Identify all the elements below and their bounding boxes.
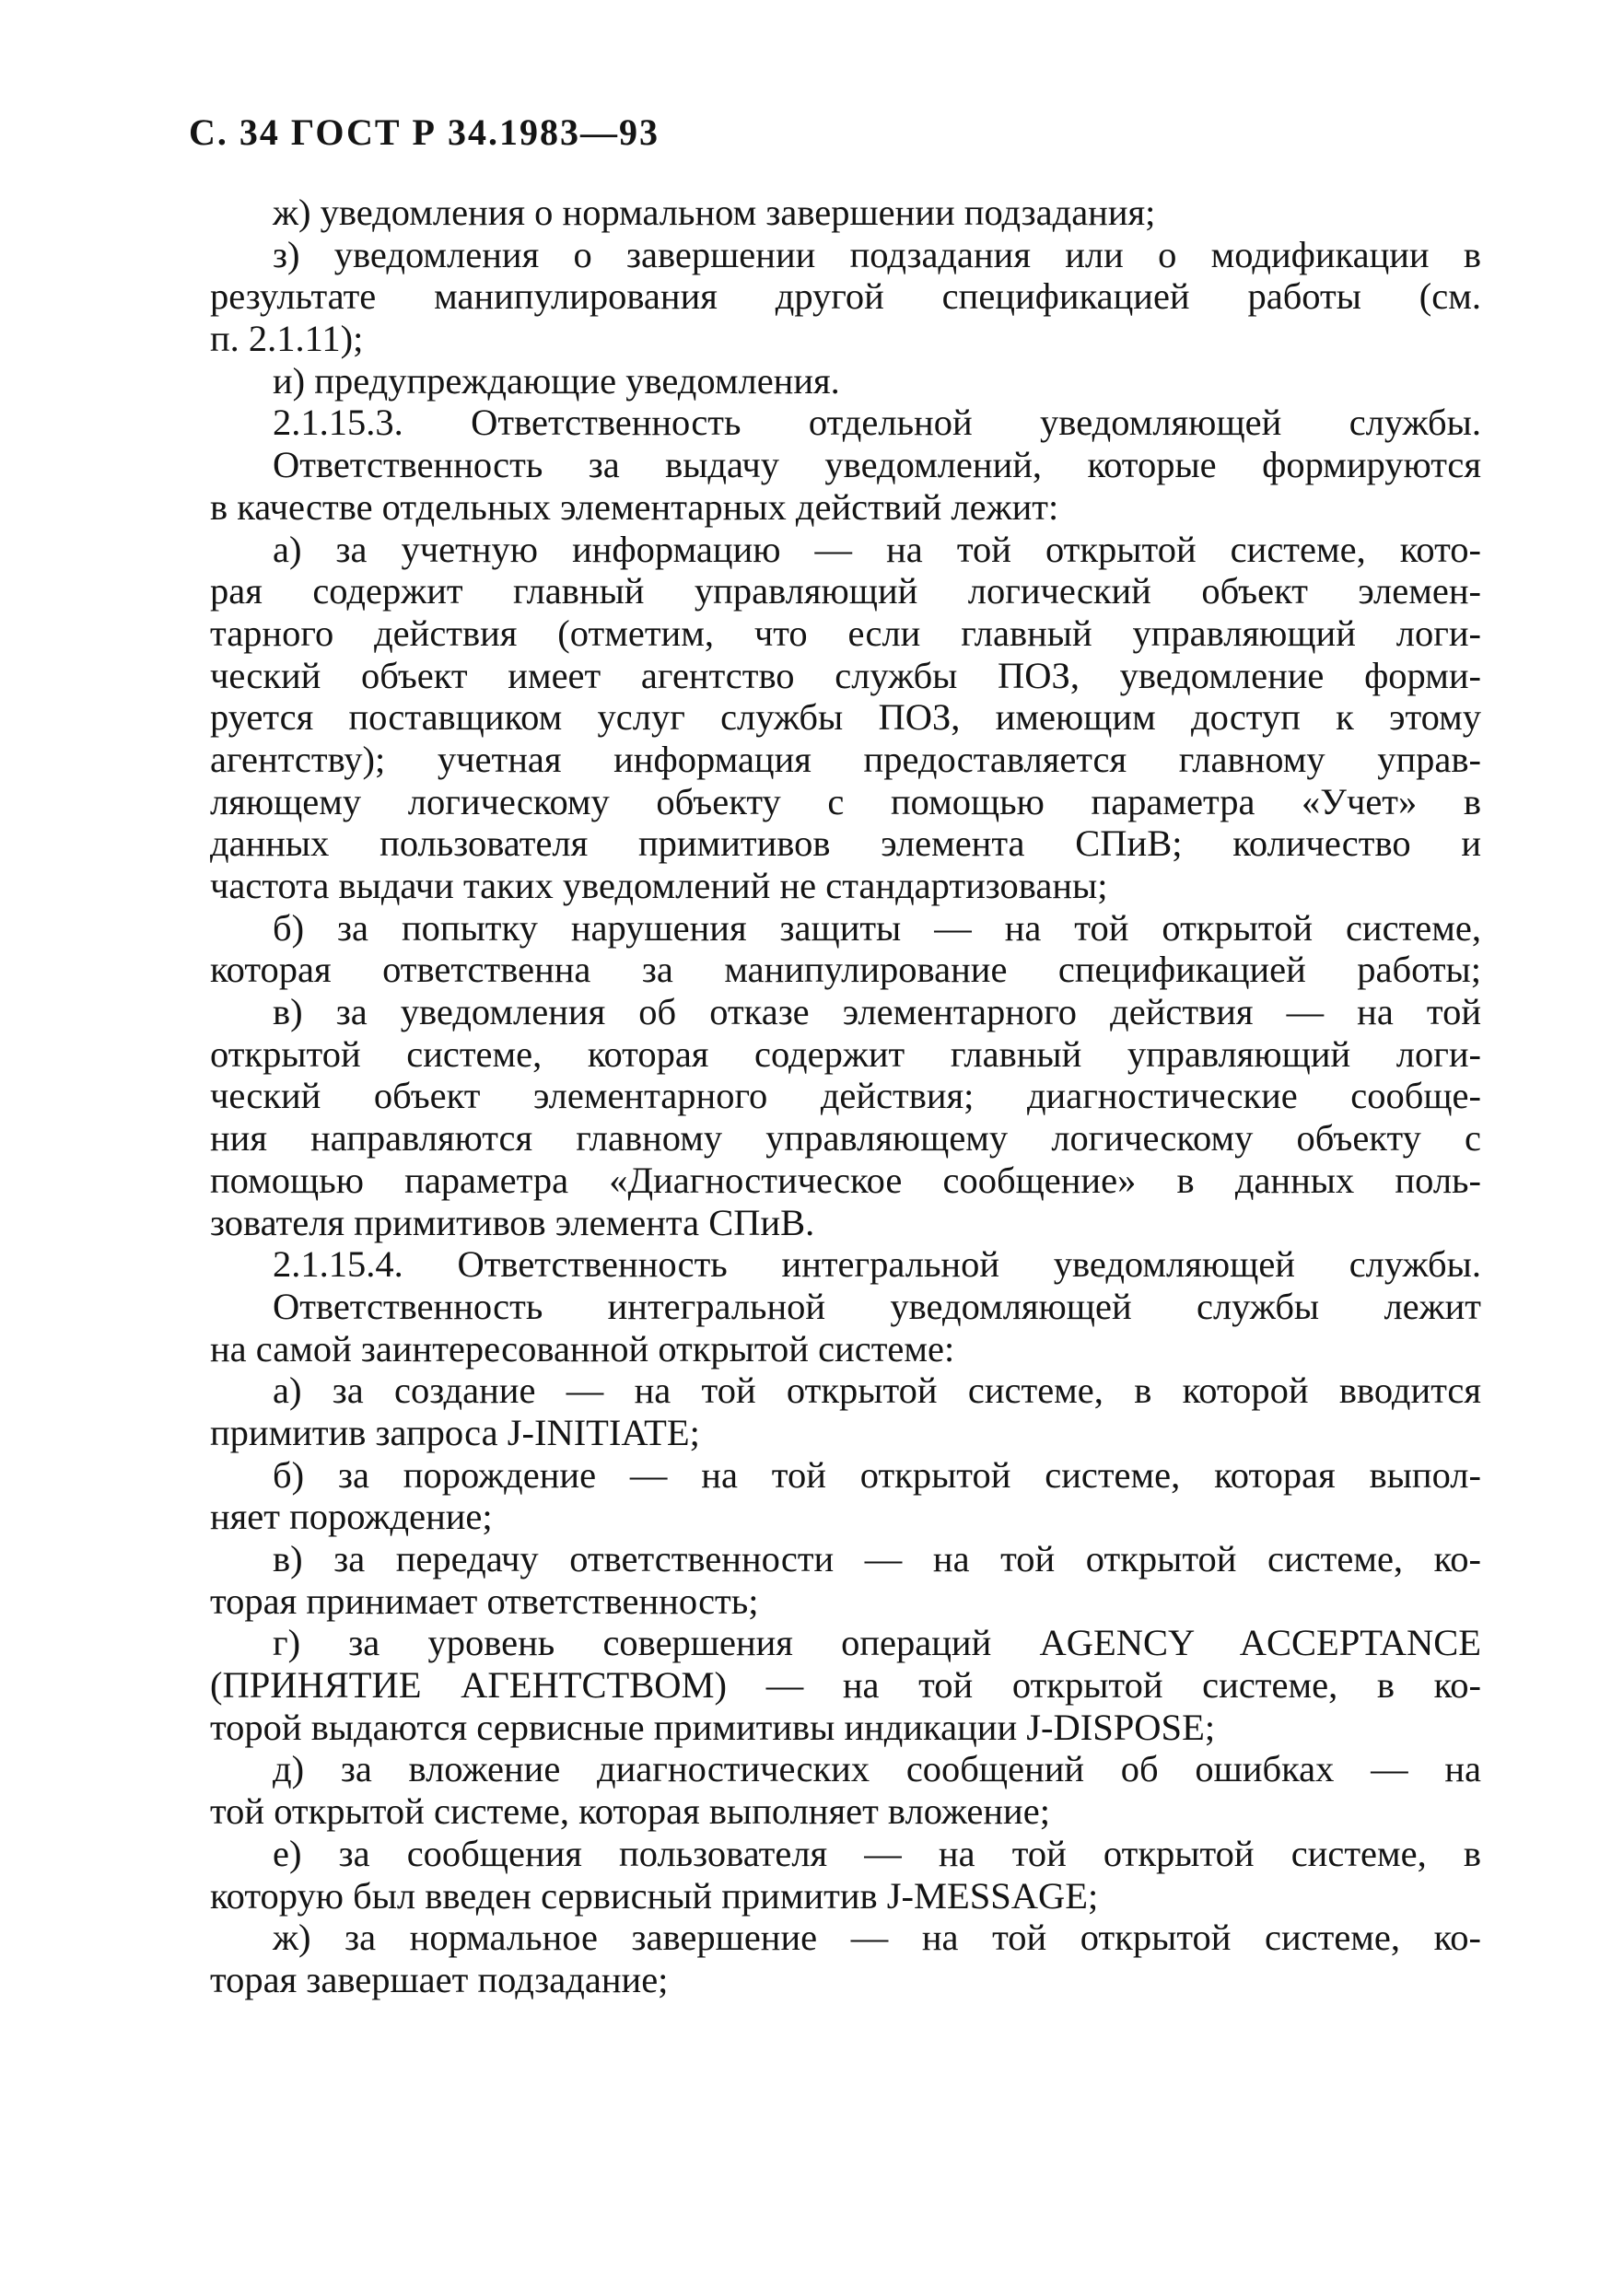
text-line: торая завершает подзадание;: [210, 1958, 669, 2000]
text-line: б) за попытку нарушения защиты — на той открытой системе,: [273, 906, 1481, 949]
text-line: а) за создание — на той открытой системе, в которой вводится: [273, 1369, 1481, 1412]
text-line: в) за уведомления об отказе элементарного действия — на той: [273, 991, 1481, 1033]
text-line: в качестве отдельных элементарных действий лежит:: [210, 485, 1059, 528]
text-line: з) уведомления о завершении подзадания или о модификации в: [273, 233, 1481, 275]
text-line: частота выдачи таких уведомлений не стандартизованы;: [210, 865, 1108, 906]
text-line: ж) за нормальное завершение — на той открытой системе, ко-: [273, 1917, 1481, 1959]
text-line: ния направляются главному управляющему логическому объекту с: [210, 1117, 1481, 1160]
text-line: е) за сообщения пользователя — на той открытой системе, в: [273, 1832, 1481, 1874]
text-line: торая принимает ответственность;: [210, 1579, 759, 1622]
text-line: Ответственность за выдачу уведомлений, которые формируются: [273, 444, 1481, 486]
document-body: [210, 192, 1481, 2001]
text-line: п. 2.1.11);: [210, 318, 364, 360]
text-line: (ПРИНЯТИЕ АГЕНТСТВОМ) — на той открытой системе, в ко-: [210, 1664, 1481, 1707]
text-line: руется поставщиком услуг службы ПОЗ, имеющим доступ к этому: [210, 696, 1481, 739]
text-line: зователя примитивов элемента СПиВ.: [210, 1201, 815, 1243]
text-line: торой выдаются сервисные примитивы индикации J-DISPOSE;: [210, 1706, 1216, 1748]
text-line: д) за вложение диагностических сообщений об ошибках — на: [273, 1748, 1481, 1790]
text-line: примитив запроса J-INITIATE;: [210, 1411, 700, 1453]
text-line: ляющему логическому объекту с помощью параметра «Учет» в: [210, 780, 1481, 822]
text-line: ж) уведомления о нормальном завершении подзадания;: [273, 192, 1156, 233]
text-line: которая ответственна за манипулирование спецификацией работы;: [210, 949, 1481, 991]
text-line: тарного действия (отметим, что если главный управляющий логи-: [210, 612, 1481, 654]
text-line: в) за передачу ответственности — на той открытой системе, ко-: [273, 1538, 1481, 1579]
text-line: б) за порождение — на той открытой системе, которая выпол-: [273, 1453, 1481, 1496]
text-line: открытой системе, которая содержит главный управляющий логи-: [210, 1032, 1481, 1075]
text-line: Ответственность интегральной уведомляющей службы лежит: [273, 1285, 1481, 1327]
text-line: результате манипулирования другой спецификацией работы (см.: [210, 275, 1481, 318]
text-line: помощью параметра «Диагностическое сообщение» в данных поль-: [210, 1159, 1481, 1201]
page-header: С. 34 ГОСТ Р 34.1983—93: [189, 111, 660, 153]
text-line: рая содержит главный управляющий логический объект элемен-: [210, 570, 1481, 612]
text-line: няет порождение;: [210, 1496, 493, 1538]
text-line: данных пользователя примитивов элемента СПиВ; количество и: [210, 822, 1481, 865]
text-line: ческий объект элементарного действия; диагностические сообще-: [210, 1075, 1481, 1117]
text-line: и) предупреждающие уведомления.: [273, 359, 840, 402]
text-line: агентству); учетная информация предоставляется главному управ-: [210, 738, 1481, 780]
section-heading: 2.1.15.3. Ответственность отдельной уведомляющей службы.: [273, 402, 1481, 444]
text-line: той открытой системе, которая выполняет вложение;: [210, 1790, 1050, 1833]
text-line: г) за уровень совершения операций AGENCY ACCEPTANCE: [273, 1622, 1481, 1664]
section-heading: 2.1.15.4. Ответственность интегральной уведомляющей службы.: [273, 1243, 1481, 1286]
text-line: а) за учетную информацию — на той открытой системе, кото-: [273, 528, 1481, 570]
text-line: на самой заинтересованной открытой системе:: [210, 1327, 955, 1369]
text-line: ческий объект имеет агентство службы ПОЗ, уведомление форми-: [210, 654, 1481, 696]
text-line: которую был введен сервисный примитив J-MESSAGE;: [210, 1874, 1099, 1917]
